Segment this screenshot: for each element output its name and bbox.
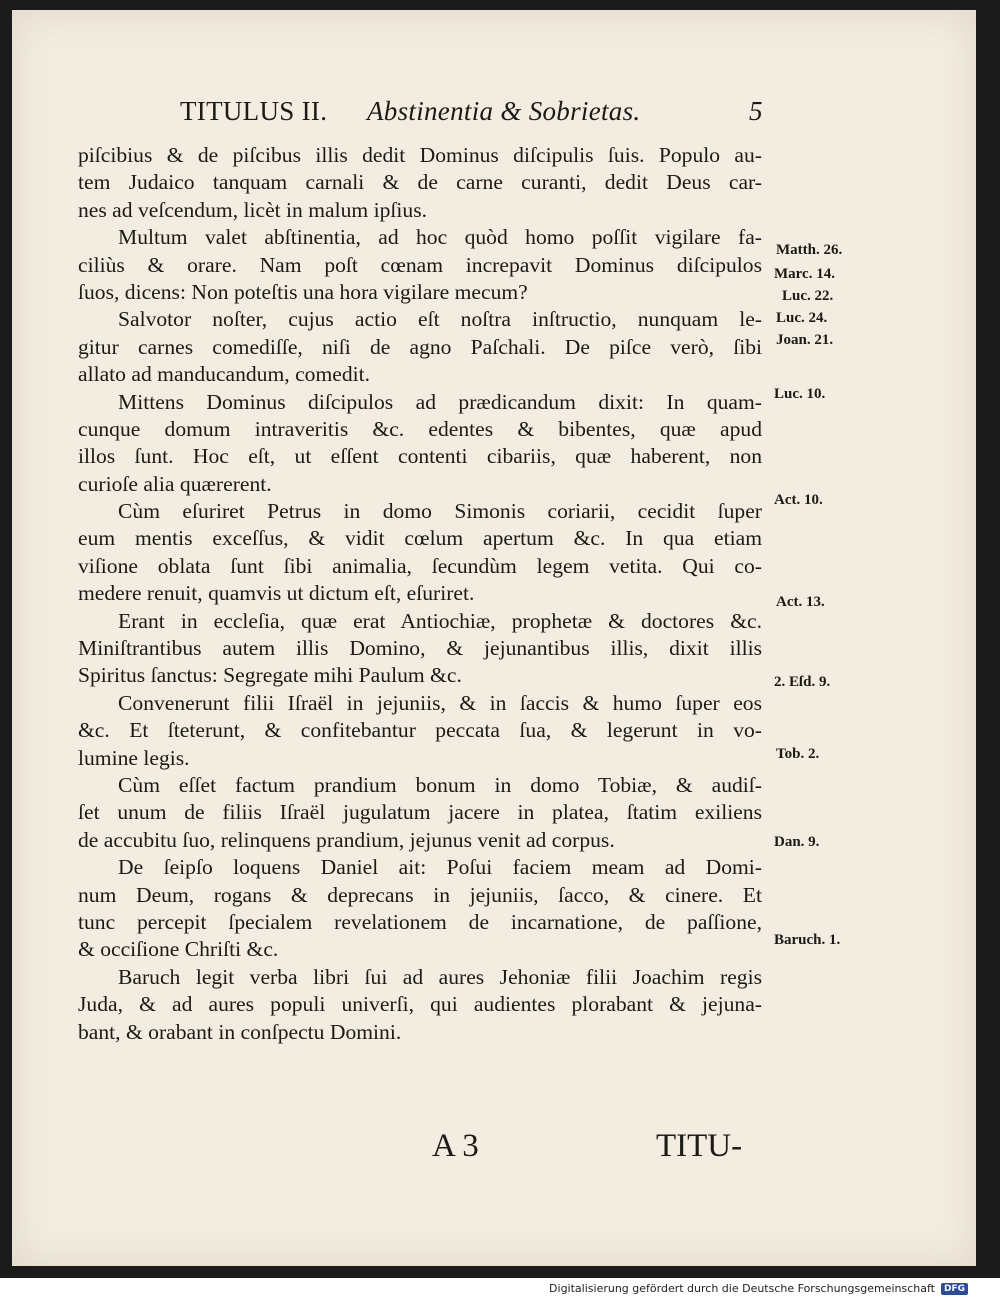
text-line: illos ſunt. Hoc eſt, ut eſſent contenti cibariis, quæ haberent, non	[78, 444, 762, 469]
text-line: gitur carnes comediſſe, niſi de agno Paſchali. De piſce verò, ſibi	[78, 334, 762, 359]
margin-note: Baruch. 1.	[774, 932, 841, 948]
text-line: viſione oblata ſunt ſibi animalia, ſecundùm legem vetita. Qui co-	[78, 553, 762, 578]
text-line: allato ad manducandum, comedit.	[78, 362, 371, 387]
margin-note: Luc. 10.	[774, 386, 826, 402]
text-line: ſuos, dicens: Non poteſtis una hora vigilare mecum?	[78, 279, 528, 304]
text-line: Juda, & ad aures populi univerſi, qui audientes plorabant & jejuna-	[78, 992, 762, 1017]
text-line: nes ad veſcendum, licèt in malum ipſius.	[78, 197, 428, 222]
signature-mark: A 3	[432, 1128, 479, 1164]
text-line: ſet unum de filiis Iſraël jugulatum jacere in platea, ſtatim exiliens	[78, 800, 762, 825]
margin-note: Luc. 24.	[776, 310, 828, 326]
text-line: tunc percepit ſpecialem revelationem de incarnatione, de paſſione,	[78, 909, 762, 934]
margin-note: Joan. 21.	[776, 332, 834, 348]
text-line: tem Judaico tanquam carnali & de carne curanti, dedit Deus car-	[78, 170, 762, 195]
text-line: Salvotor noſter, cujus actio eſt noſtra inſtructio, nunquam le-	[118, 307, 762, 332]
text-line: de accubitu ſuo, relinquens prandium, jejunus venit ad corpus.	[78, 827, 615, 852]
text-line: Erant in eccleſia, quæ erat Antiochiæ, prophetæ & doctores &c.	[118, 608, 762, 633]
margin-note: Tob. 2.	[776, 746, 820, 762]
text-line: bant, & orabant in conſpectu Domini.	[78, 1019, 402, 1044]
page-number: 5	[749, 96, 763, 126]
text-line: curioſe alia quærerent.	[78, 471, 272, 496]
dfg-logo: DFG	[941, 1283, 968, 1295]
text-line: & occiſione Chriſti &c.	[78, 937, 279, 962]
running-header	[12, 96, 976, 136]
text-line: Cùm eſuriret Petrus in domo Simonis coriarii, cecidit ſuper	[118, 499, 762, 524]
text-line: cunque domum intraveritis &c. edentes & bibentes, quæ apud	[78, 416, 762, 441]
text-line: Spiritus ſanctus: Segregate mihi Paulum &c.	[78, 663, 462, 688]
header-title: TITULUS II.	[180, 96, 328, 126]
text-line: lumine legis.	[78, 745, 190, 770]
margin-note: 2. Eſd. 9.	[774, 674, 831, 690]
credit-text: Digitalisierung gefördert durch die Deutsche Forschungsgemeinschaft	[549, 1282, 935, 1295]
book-page	[12, 10, 976, 1266]
margin-note: Marc. 14.	[774, 266, 835, 282]
text-line: eum mentis exceſſus, & vidit cœlum apertum &c. In qua etiam	[78, 526, 762, 551]
text-line: De ſeipſo loquens Daniel ait: Poſui faciem meam ad Domi-	[118, 855, 762, 880]
text-line: Cùm eſſet factum prandium bonum in domo Tobiæ, & audiſ-	[118, 772, 762, 797]
catchword: TITU-	[656, 1128, 743, 1164]
text-line: Mittens Dominus diſcipulos ad prædicandum dixit: In quam-	[118, 389, 762, 414]
text-line: &c. Et ſteterunt, & confitebantur peccata ſua, & legerunt in vo-	[78, 718, 762, 743]
text-line: Baruch legit verba libri ſui ad aures Jehoniæ filii Joachim regis	[118, 964, 762, 989]
body-text	[78, 142, 762, 1046]
margin-note: Matth. 26.	[776, 242, 843, 258]
text-line: Convenerunt filii Iſraël in jejuniis, & in ſaccis & humo ſuper eos	[118, 690, 762, 715]
text-line: ciliùs & orare. Nam poſt cœnam increpavit Dominus diſcipulos	[78, 252, 762, 277]
digitization-credit	[549, 1282, 968, 1295]
text-line: num Deum, rogans & deprecans in jejuniis, ſacco, & cinere. Et	[78, 882, 762, 907]
text-line: Miniſtrantibus autem illis Domino, & jejunantibus illis, dixit illis	[78, 636, 762, 661]
text-line: piſcibius & de piſcibus illis dedit Dominus diſcipulis ſuis. Populo au-	[78, 143, 762, 167]
text-line: Multum valet abſtinentia, ad hoc quòd homo poſſit vigilare fa-	[118, 225, 762, 250]
header-subtitle: Abstinentia & Sobrietas.	[367, 96, 641, 126]
margin-note: Dan. 9.	[774, 834, 820, 850]
margin-note: Act. 13.	[776, 594, 825, 610]
margin-note: Luc. 22.	[782, 288, 834, 304]
margin-note: Act. 10.	[774, 492, 823, 508]
text-line: medere renuit, quamvis ut dictum eſt, eſuriret.	[78, 581, 475, 606]
